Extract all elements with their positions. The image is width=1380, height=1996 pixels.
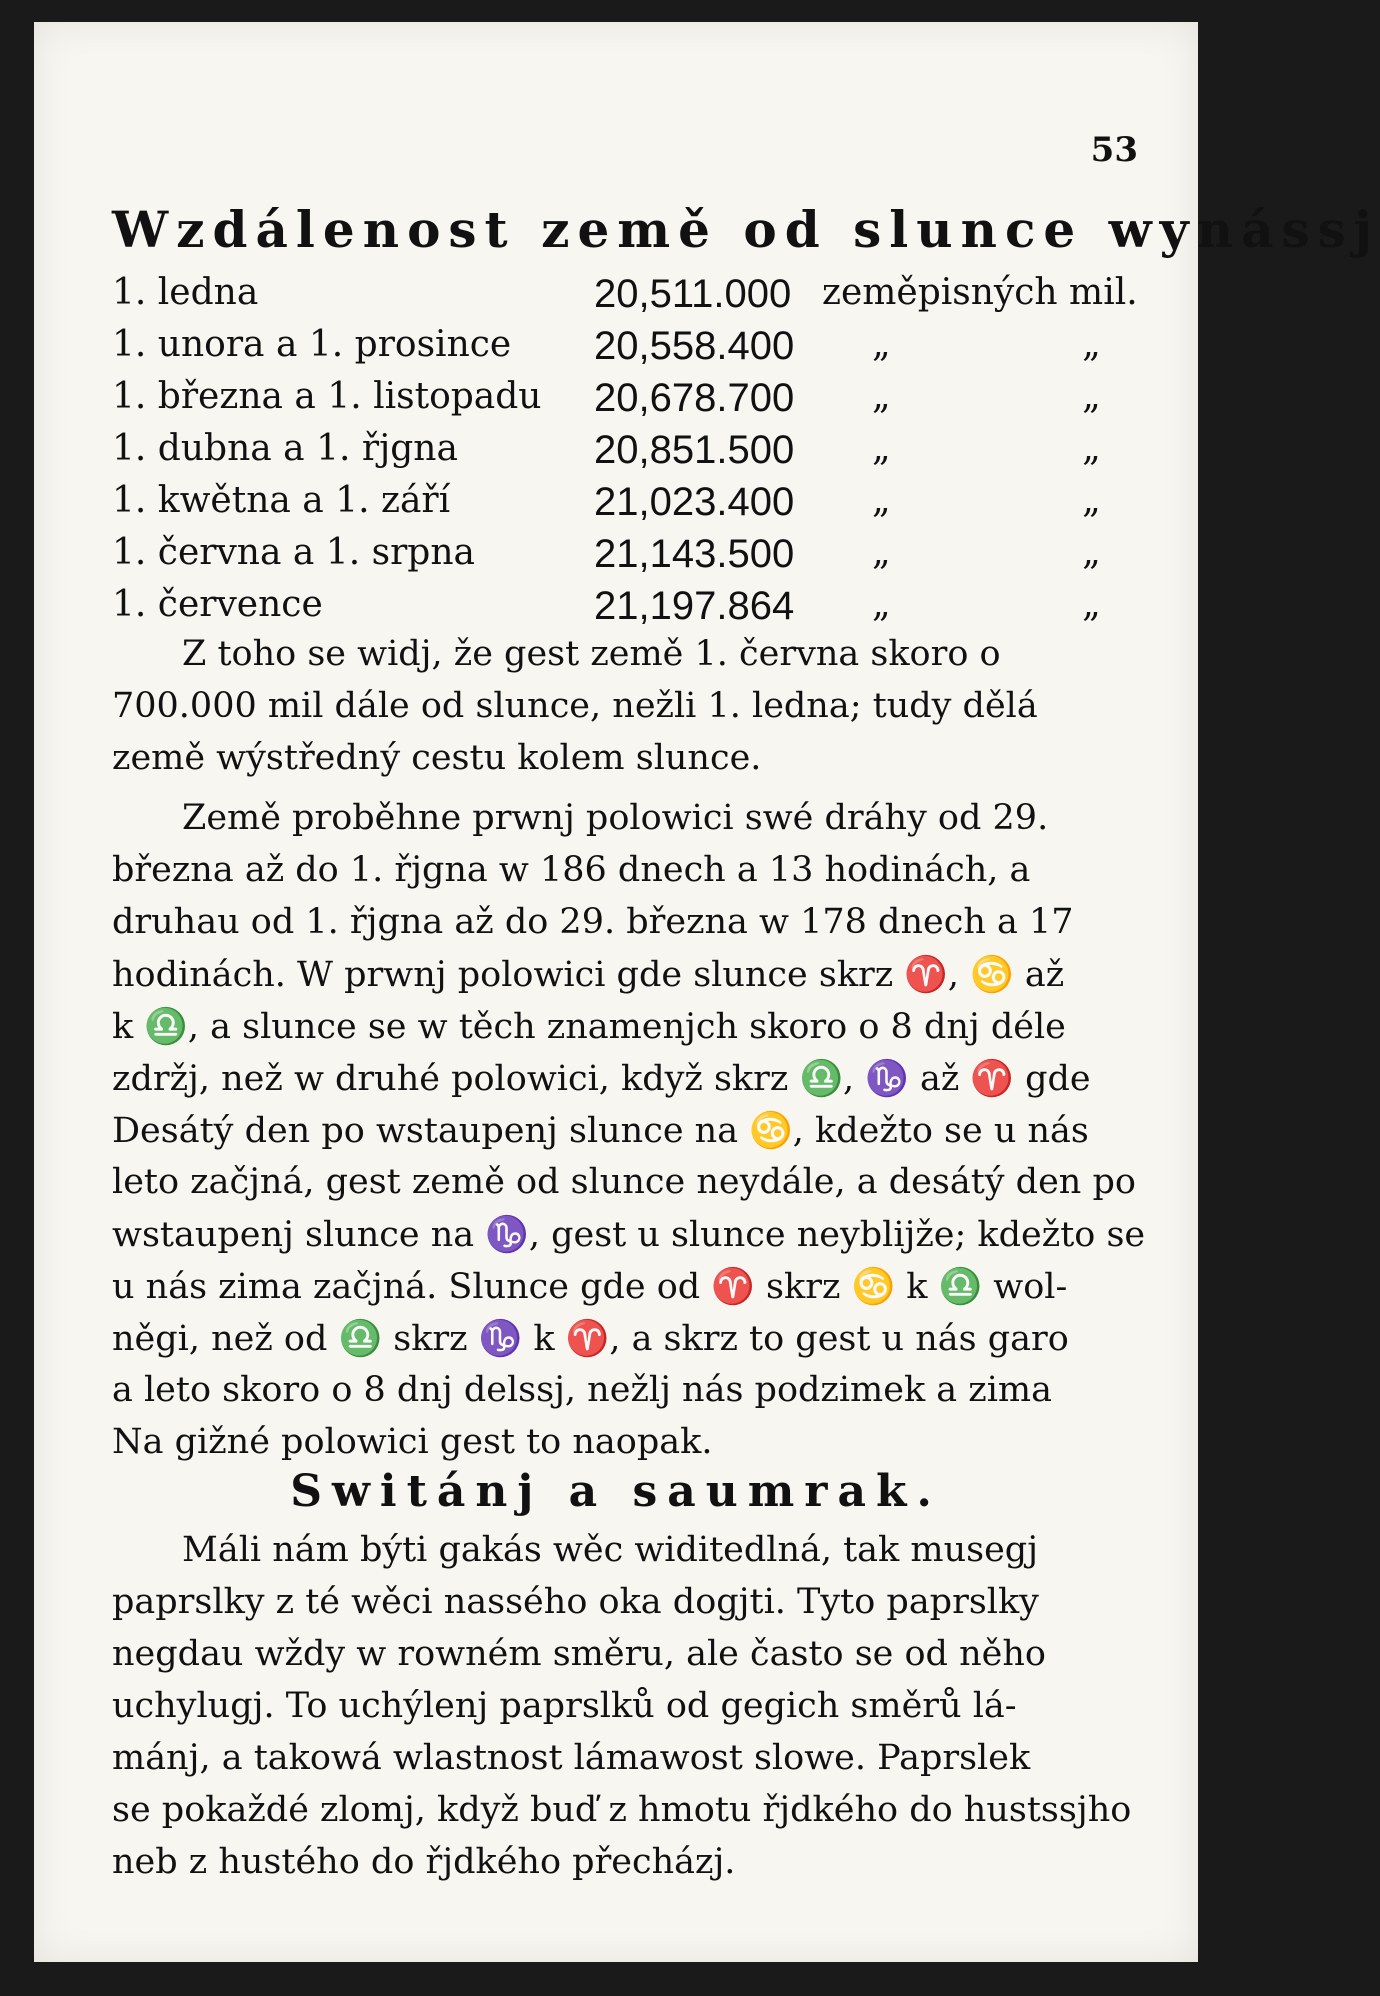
text-line: uchylugj. To uchýlenj paprslků od gegich směrů lá-	[112, 1686, 1017, 1726]
unit-label: zeměpisných mil.	[822, 272, 1138, 313]
text-line: hodinách. W prwnj polowici gde slunce skrz ♈, ♋ až	[112, 955, 1065, 995]
text-line: neb z hustého do řjdkého přecházj.	[112, 1842, 736, 1882]
text-line: Máli nám býti gakás wěc widitedlná, tak musegj	[182, 1530, 1039, 1570]
text-line: země wýstředný cestu kolem slunce.	[112, 738, 762, 778]
distance-value: 20,558.400	[594, 324, 795, 368]
text-line: Na gižné polowici gest to naopak.	[112, 1422, 713, 1462]
text-line: Desátý den po wstaupenj slunce na ♋, kdežto se u nás	[112, 1111, 1089, 1151]
text-line: paprslky z té wěci nassého oka dogjti. Tyto paprslky	[112, 1582, 1039, 1622]
text-line: wstaupenj slunce na ♑, gest u slunce neyblijže; kdežto se	[112, 1215, 1146, 1255]
text-line: zdržj, než w druhé polowici, když skrz ♎, ♑ až ♈ gde	[112, 1059, 1091, 1099]
distance-value: 20,511.000	[594, 272, 792, 316]
distance-value: 20,678.700	[594, 376, 795, 420]
distance-value: 21,023.400	[594, 480, 795, 524]
page-number: 53	[1090, 130, 1138, 170]
ditto-marks: „ „	[872, 324, 1191, 365]
section-heading: Wzdálenost země od slunce wynássj	[112, 200, 1380, 259]
ditto-marks: „ „	[872, 532, 1191, 573]
date-label: 1. července	[112, 584, 323, 625]
text-line: leto začjná, gest země od slunce neydále, a desátý den po	[112, 1162, 1136, 1202]
date-label: 1. ledna	[112, 272, 259, 313]
distance-value: 20,851.500	[594, 428, 795, 472]
table-row	[112, 480, 1191, 532]
distance-table	[112, 272, 1191, 636]
table-row	[112, 584, 1191, 636]
table-row	[112, 376, 1191, 428]
distance-value: 21,143.500	[594, 532, 795, 576]
paragraph-refraction	[112, 1530, 1132, 1894]
distance-value: 21,197.864	[594, 584, 795, 628]
date-label: 1. března a 1. listopadu	[112, 376, 542, 417]
table-row	[112, 428, 1191, 480]
date-label: 1. dubna a 1. řjgna	[112, 428, 458, 469]
ditto-marks: „ „	[872, 428, 1191, 469]
text-line: mánj, a takowá wlastnost lámawost slowe. Paprslek	[112, 1738, 1031, 1778]
text-line: Země proběhne prwnj polowici swé dráhy od 29.	[182, 798, 1049, 838]
text-line: se pokaždé zlomj, když buď z hmotu řjdkého do hustssjho	[112, 1790, 1132, 1830]
date-label: 1. kwětna a 1. září	[112, 480, 451, 521]
text-line: Z toho se widj, že gest země 1. června skoro o	[182, 634, 1001, 674]
text-line: března až do 1. řjgna w 186 dnech a 13 hodinách, a	[112, 850, 1031, 890]
ditto-marks: „ „	[872, 480, 1191, 521]
book-page	[34, 22, 1380, 1962]
date-label: 1. unora a 1. prosince	[112, 324, 512, 365]
table-row	[112, 324, 1191, 376]
text-line: a leto skoro o 8 dnj delssj, nežlj nás podzimek a zima	[112, 1370, 1052, 1410]
date-label: 1. června a 1. srpna	[112, 532, 475, 573]
text-line: druhau od 1. řjgna až do 29. března w 178 dnech a 17	[112, 902, 1074, 942]
text-line: něgi, než od ♎ skrz ♑ k ♈, a skrz to gest u nás garo	[112, 1319, 1069, 1359]
paragraph-halves	[112, 798, 1146, 1474]
table-row	[112, 272, 1172, 324]
text-line: negdau wždy w rowném směru, ale často se od něho	[112, 1634, 1046, 1674]
text-line: k ♎, a slunce se w těch znamenjch skoro o 8 dnj déle	[112, 1007, 1066, 1047]
text-line: u nás zima začjná. Slunce gde od ♈ skrz ♋ k ♎ wol-	[112, 1267, 1068, 1307]
section-title: Switánj a saumrak.	[290, 1466, 942, 1517]
text-line: 700.000 mil dále od slunce, nežli 1. ledna; tudy dělá	[112, 686, 1038, 726]
ditto-marks: „ „	[872, 376, 1191, 417]
paragraph-orbit	[112, 634, 1132, 790]
table-row	[112, 532, 1191, 584]
ditto-marks: „ „	[872, 584, 1191, 625]
